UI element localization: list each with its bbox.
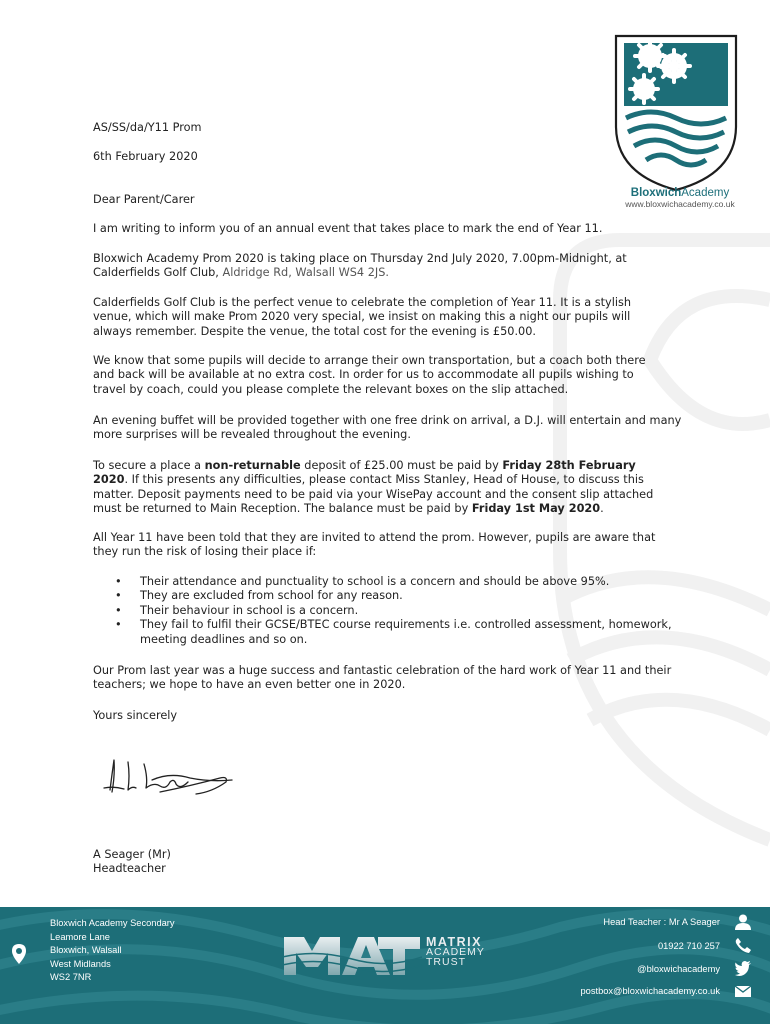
salutation: Dear Parent/Carer (93, 193, 195, 206)
email-address: postbox@bloxwichacademy.co.uk (580, 986, 720, 996)
address-line: WS2 7NR (50, 972, 92, 983)
list-item: • Their attendance and punctuality to school is a concern and should be above 95%. (93, 575, 693, 589)
list-item: • Their behaviour in school is a concern. (93, 604, 693, 618)
paragraph-conditions: All Year 11 have been told that they are invited to attend the prom. However, pupils are aware that they run the risk of losing their place if: (93, 531, 656, 559)
footer-band (0, 907, 770, 1024)
address-line: Bloxwich, Walsall (50, 945, 122, 956)
list-item: • They fail to fulfil their GCSE/BTEC course requirements i.e. controlled assessment, homework, meeting deadlines and so on. (93, 618, 693, 647)
map-pin-icon (11, 943, 27, 965)
closing: Yours sincerely (93, 709, 178, 722)
signatory-title: Headteacher (93, 862, 166, 875)
signatory-name: A Seager (Mr) (93, 848, 171, 861)
list-item: • They are excluded from school for any reason. (93, 589, 693, 603)
reference: AS/SS/da/Y11 Prom (93, 121, 202, 134)
trust-name: MATRIX ACADEMY TRUST (426, 935, 485, 968)
address-line: Bloxwich Academy Secondary (50, 918, 175, 928)
academy-website: www.bloxwichacademy.co.uk (625, 199, 735, 209)
phone-icon (734, 937, 752, 953)
school-address (50, 917, 175, 985)
paragraph-venue: Calderfields Golf Club is the perfect venue to celebrate the completion of Year 11. It is a stylish venue, which will make Prom 2020 very special, we insist on making this a night our pupils will always remember. Despite the venue, the total cost for the evening is £50.00. (93, 296, 632, 338)
phone-number: 01922 710 257 (657, 941, 720, 951)
address-line: Leamore Lane (50, 931, 110, 942)
mat-logo (282, 927, 422, 977)
person-icon (734, 914, 752, 930)
paragraph-last-year: Our Prom last year was a huge success and fantastic celebration of the hard work of Year 11 and their teachers; we hope to have an even better one in 2020. (93, 664, 672, 692)
conditions-list (93, 575, 693, 647)
twitter-icon (734, 960, 752, 976)
paragraph-transport: We know that some pupils will decide to arrange their own transportation, but a coach both there and back will be available at no extra cost. In order for us to accommodate all pupils wishing to travel by coach, could you please complete the relevant boxes on the slip attached. (93, 354, 646, 396)
paragraph-intro: I am writing to inform you of an annual event that takes place to mark the end of Year 11. (93, 222, 603, 235)
academy-name: BloxwichAcademy (630, 187, 730, 199)
envelope-icon (734, 983, 752, 999)
paragraph-deposit: To secure a place a non-returnable deposit of £25.00 must be paid by Friday 28th February 2020. If this presents any difficulties, please contact Miss Stanley, Head of House, to discuss this matter. Deposit payments need to be paid via your WisePay account and the consent slip attached must be returned to Main Reception. The balance must be paid by Friday 1st May 2020. (93, 459, 654, 516)
academy-crest-logo (612, 34, 740, 192)
letter-date: 6th February 2020 (93, 150, 198, 163)
address-line: West Midlands (50, 958, 111, 969)
handwritten-signature (100, 752, 240, 802)
twitter-handle: @bloxwichacademy (637, 964, 720, 974)
paragraph-buffet: An evening buffet will be provided together with one free drink on arrival, a D.J. will entertain and many more surprises will be revealed throughout the evening. (93, 414, 682, 442)
paragraph-event: Bloxwich Academy Prom 2020 is taking place on Thursday 2nd July 2020, 7.00pm-Midnight, at Calderfields Golf Club, Aldridge Rd, Walsall WS4 2JS. (93, 252, 627, 280)
head-teacher-text: Head Teacher : Mr A Seager (603, 917, 720, 927)
